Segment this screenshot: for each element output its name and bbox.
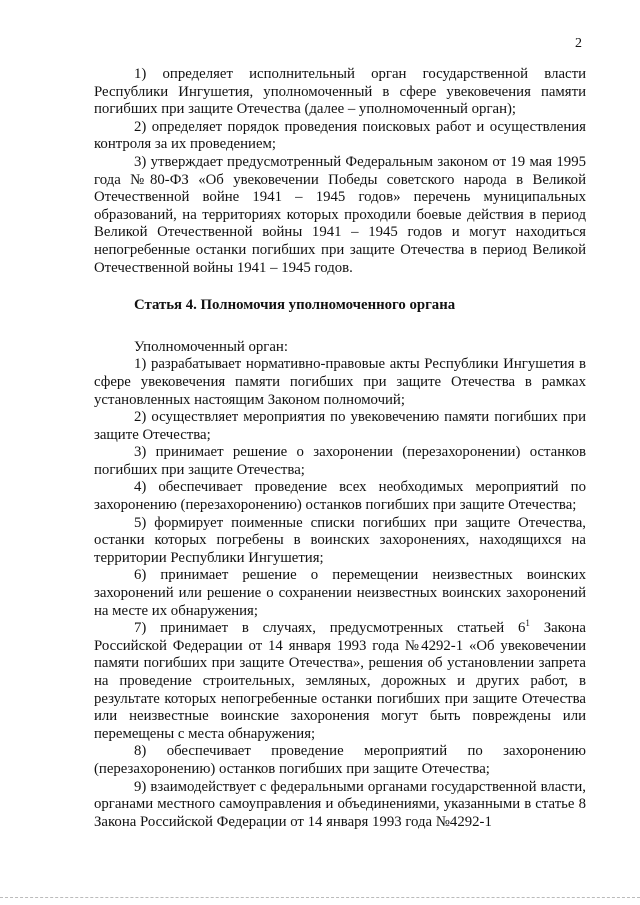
list-item-7-rest: Закона Российской Федерации от 14 января 1993 года №4292-1 «Об увековечении памяти погибших при защите Отечества», решения об установлении запрета на проведение строительных, земляных, дорожных и других работ, в результате которых непогребенные останки погибших при защите Отечества или неизвестные воинские захоронения могут быть повреждены или перемещены с места обнаружения; [94,620,586,742]
article-heading: Статья 4. Полномочия уполномоченного органа [134,297,456,314]
page-number: 2 [575,36,582,51]
document-body [94,66,586,831]
list-item-7 [94,620,586,743]
list-item-8: 8) обеспечивает проведение мероприятий по захоронению (перезахоронению) останков погибших при защите Отечества; [94,743,586,777]
paragraph-2: 2) определяет порядок проведения поисковых работ и осуществления контроля за их проведением; [94,118,586,153]
footer-divider [0,897,640,899]
intro-line: Уполномоченный орган: [134,338,288,355]
list-item-6: 6) принимает решение о перемещении неизвестных воинских захоронений или решение о сохранении неизвестных воинских захоронений на месте их обнаружения; [94,567,586,619]
list-item-3: 3) принимает решение о захоронении (перезахоронении) останков погибших при защите Отечества; [94,444,586,478]
list-item-9: 9) взаимодействует с федеральными органами государственной власти, органами местного самоуправления и объединениями, указанными в статье 8 Закона Российской Федерации от 14 января 1993 года №4292-1 [94,778,586,830]
list-item-4: 4) обеспечивает проведение всех необходимых мероприятий по захоронению (перезахоронению) останков погибших при защите Отечества; [94,479,586,514]
superscript: 1 [525,618,530,629]
paragraph-3: 3) утверждает предусмотренный Федеральным законом от 19 мая 1995 года №80-ФЗ «Об увековечении Победы советского народа в Великой Отечественной войне 1941 – 1945 годов» перечень муниципальных образований, на территориях которых проходили боевые действия в период Великой Отечественной войны 1941 – 1945 годов и могут находиться непогребенные останки погибших при защите Отечества в период Великой Отечественной войны 1941 – 1945 годов. [94,153,586,276]
list-item-7-start: 7) принимает в случаях, предусмотренных статьей 6 [134,620,526,637]
list-item-1: 1) разрабатывает нормативно-правовые акты Республики Ингушетия в сфере увековечения памяти погибших при защите Отечества в рамках установленных настоящим Законом полномочий; [94,356,586,408]
list-item-5: 5) формирует поименные списки погибших при защите Отечества, останки которых погребены в воинских захоронениях, находящихся на территории Республики Ингушетия; [94,514,586,566]
list-item-2: 2) осуществляет мероприятия по увековечению памяти погибших при защите Отечества; [94,409,586,443]
paragraph-1: 1) определяет исполнительный орган государственной власти Республики Ингушетия, уполномоченный в сфере увековечения памяти погибших при защите Отечества (далее – уполномоченный орган); [94,66,586,118]
